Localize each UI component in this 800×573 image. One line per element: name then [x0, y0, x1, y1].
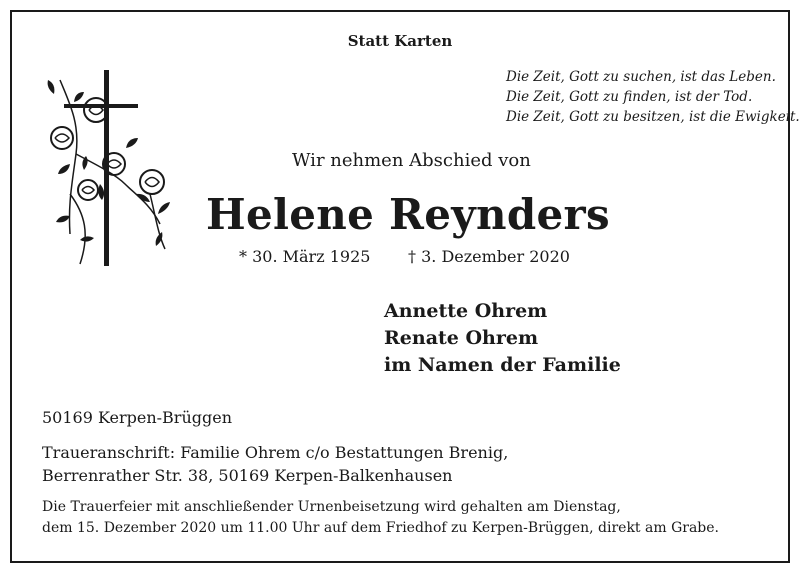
- cross-with-roses-icon: [40, 64, 185, 274]
- quote-line-3: Die Zeit, Gott zu besitzen, ist die Ewigkeit.: [506, 109, 800, 125]
- intro-text: Wir nehmen Abschied von: [292, 150, 531, 171]
- mourner-1: Annette Ohrem: [384, 300, 548, 322]
- service-line-2: dem 15. Dezember 2020 um 11.00 Uhr auf dem Friedhof zu Kerpen-Brüggen, direkt am Grabe.: [42, 520, 719, 536]
- deceased-name: Helene Reynders: [206, 190, 610, 239]
- birth-date: * 30. März 1925: [239, 247, 371, 266]
- quote-line-2: Die Zeit, Gott zu finden, ist der Tod.: [506, 89, 753, 105]
- mourner-2: Renate Ohrem: [384, 327, 539, 349]
- header-title: Statt Karten: [347, 32, 453, 50]
- place-line: 50169 Kerpen-Brüggen: [42, 408, 233, 427]
- service-line-1: Die Trauerfeier mit anschließender Urnenbeisetzung wird gehalten am Dienstag,: [42, 499, 621, 515]
- mourner-3: im Namen der Familie: [384, 354, 621, 376]
- mourning-address-line-2: Berrenrather Str. 38, 50169 Kerpen-Balkenhausen: [42, 466, 453, 485]
- mourning-address-line-1: Traueranschrift: Familie Ohrem c/o Bestattungen Brenig,: [42, 443, 509, 462]
- quote-line-1: Die Zeit, Gott zu suchen, ist das Leben.: [506, 69, 776, 85]
- death-date: † 3. Dezember 2020: [408, 247, 570, 266]
